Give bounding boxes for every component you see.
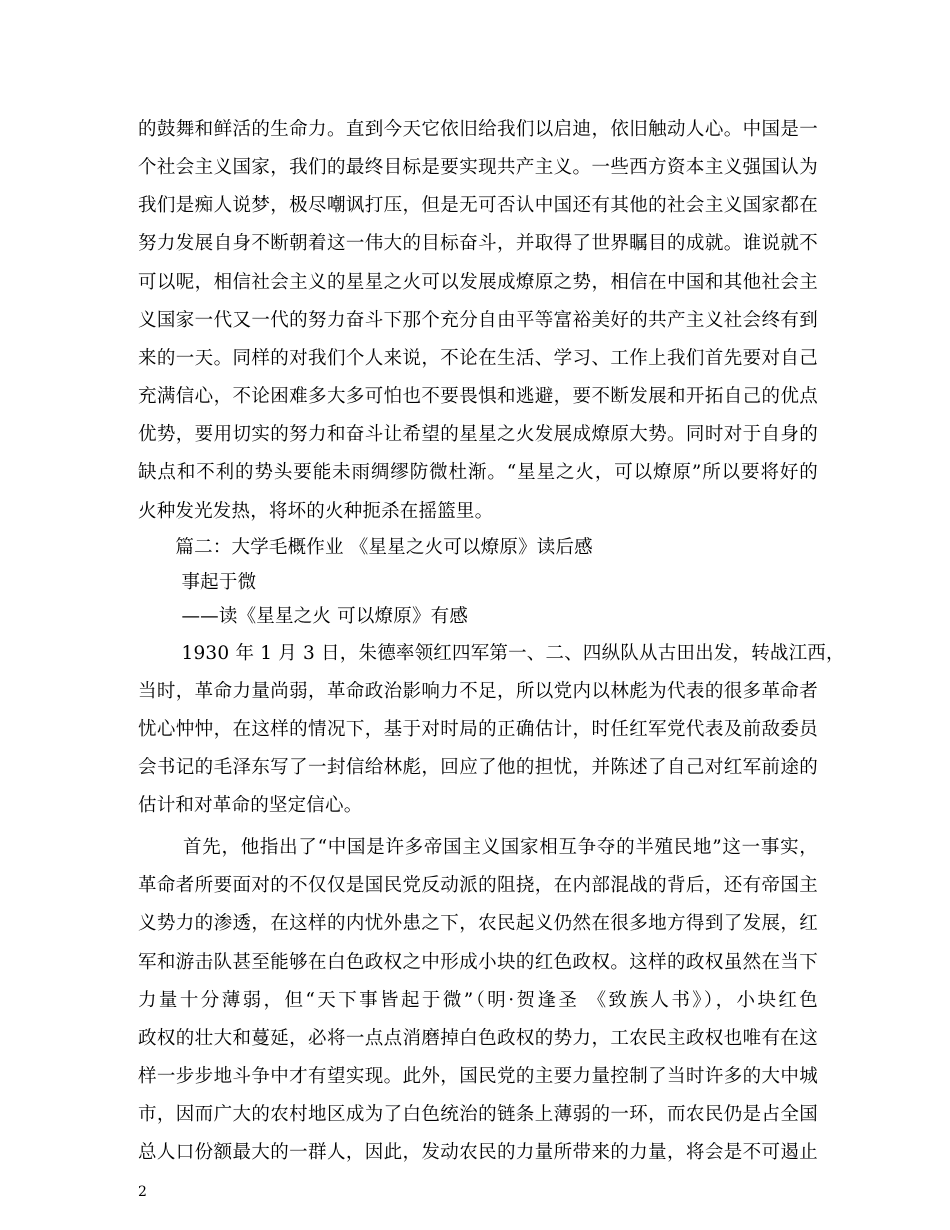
text-line: 来的一天。同样的对我们个人来说，不论在生活、学习、工作上我们首先要对自己 [138, 348, 818, 369]
text-line: 的鼓舞和鲜活的生命力。直到今天它依旧给我们以启迪，依旧触动人心。中国是一 [138, 119, 818, 140]
text-line: 个社会主义国家，我们的最终目标是要实现共产主义。一些西方资本主义强国认为 [138, 157, 818, 178]
text-line: 估计和对革命的坚定信心。 [138, 795, 363, 816]
text-line: 首先，他指出了“中国是许多帝国主义国家相互争夺的半殖民地”这一事实， [138, 837, 818, 858]
section-heading: 篇二：大学毛概作业 《星星之火可以燎原》读后感 [138, 537, 593, 558]
text-line: 努力发展自身不断朝着这一伟大的目标奋斗，并取得了世界瞩目的成就。谁说就不 [138, 233, 818, 254]
article-title: 事起于微 [138, 572, 257, 593]
text-line: 忧心忡忡，在这样的情况下，基于对时局的正确估计，时任红军党代表及前敌委员 [138, 719, 818, 740]
text-line: 革命者所要面对的不仅仅是国民党反动派的阻挠，在内部混战的背后，还有帝国主 [138, 875, 818, 896]
text-line: 当时，革命力量尚弱，革命政治影响力不足，所以党内以林彪为代表的很多革命者 [138, 681, 818, 702]
page-number: 2 [138, 1184, 147, 1200]
text-line: 义国家一代又一代的努力奋斗下那个充分自由平等富裕美好的共产主义社会终有到 [138, 310, 818, 331]
text-line: 火种发光发热，将坏的火种扼杀在摇篮里。 [138, 501, 494, 522]
text-line: 力量十分薄弱，但“天下事皆起于微”（明·贺逢圣 《致族人书》），小块红色 [138, 990, 818, 1011]
text-line: 义势力的渗透，在这样的内忧外患之下，农民起义仍然在很多地方得到了发展，红 [138, 913, 818, 934]
text-line: 充满信心，不论困难多大多可怕也不要畏惧和逃避，要不断发展和开拓自己的优点 [138, 386, 818, 407]
text-line: 市，因而广大的农村地区成为了白色统治的链条上薄弱的一环，而农民仍是占全国 [138, 1104, 818, 1125]
text-line: 会书记的毛泽东写了一封信给林彪，回应了他的担忧，并陈述了自己对红军前途的 [138, 757, 818, 778]
article-subtitle: ——读《星星之火 可以燎原》有感 [138, 606, 469, 627]
text-line: 样一步步地斗争中才有望实现。此外，国民党的主要力量控制了当时许多的大中城 [138, 1066, 818, 1087]
text-line: 军和游击队甚至能够在白色政权之中形成小块的红色政权。这样的政权虽然在当下 [138, 952, 818, 973]
text-line: 优势，要用切实的努力和奋斗让希望的星星之火发展成燎原大势。同时对于自身的 [138, 424, 818, 445]
text-line: 1930 年 1 月 3 日，朱德率领红四军第一、二、四纵队从古田出发，转战江西， [138, 643, 845, 664]
text-line: 总人口份额最大的一群人，因此，发动农民的力量所带来的力量，将会是不可遏止 [138, 1142, 818, 1163]
text-line: 我们是痴人说梦，极尽嘲讽打压，但是无可否认中国还有其他的社会主义国家都在 [138, 195, 818, 216]
text-line: 可以呢，相信社会主义的星星之火可以发展成燎原之势，相信在中国和其他社会主 [138, 272, 818, 293]
text-line: 缺点和不利的势头要能未雨绸缪防微杜渐。“星星之火，可以燎原”所以要将好的 [138, 462, 818, 483]
text-line: 政权的壮大和蔓延，必将一点点消磨掉白色政权的势力，工农民主政权也唯有在这 [138, 1028, 818, 1049]
